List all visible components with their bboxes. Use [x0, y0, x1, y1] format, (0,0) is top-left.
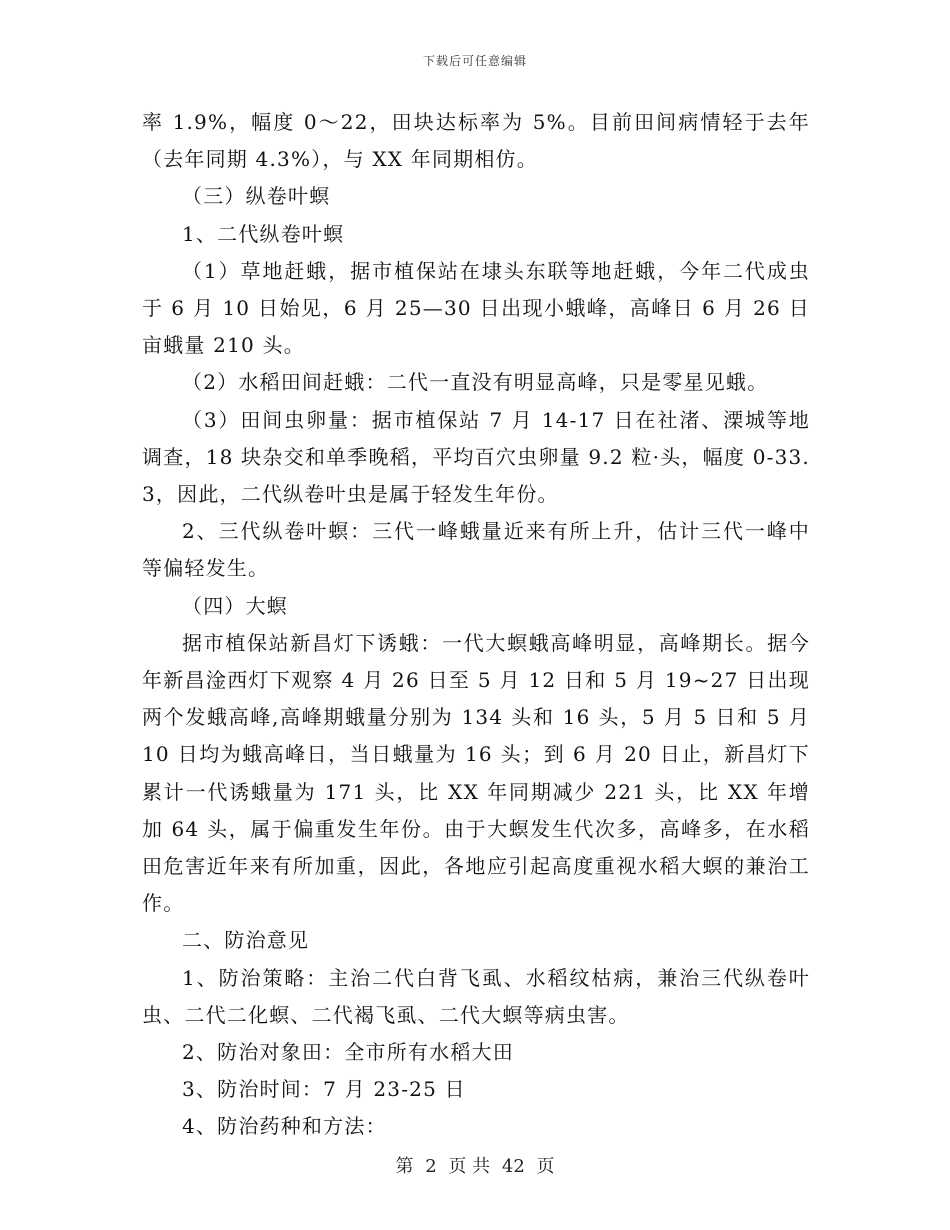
section-heading: 二、防治意见 [182, 928, 310, 953]
footer-prefix: 第 [395, 1156, 414, 1177]
document-body [142, 104, 810, 1146]
footer-middle: 页 共 [448, 1156, 491, 1177]
section-heading: （三）纵卷叶螟 [182, 184, 331, 209]
paragraph: 2、防治对象田：全市所有水稻大田 [182, 1040, 514, 1065]
page-footer [0, 1152, 950, 1178]
paragraph: 4、防治药种和方法： [182, 1114, 387, 1139]
paragraph: （2）水稻田间赶蛾：二代一直没有明显高峰，只是零星见蛾。 [182, 370, 769, 395]
page-header: 下载后可任意编辑 [422, 54, 527, 68]
paragraph: 据市植保站新昌灯下诱蛾：一代大螟蛾高峰明显，高峰期长。据今年新昌淦西灯下观察 4 月 26 日至 5 月 12 日和 5 月 19~27 日出现两个发蛾高峰,高峰期蛾量分别为 134 头和 16 头，5 月 5 日和 5 月 10 日均为蛾高峰日，当日蛾量为 16 头；到 6 月 20 日止，新昌灯下累计一代诱蛾量为 171 头，比 XX 年同期减少 221 头，比 XX 年增加 64 头，属于偏重发生年份。由于大螟发生代次多，高峰多，在水稻田危害近年来有所加重，因此，各地应引起高度重视水稻大螟的兼治工作。 [142, 630, 810, 916]
total-page-count: 42 [501, 1156, 525, 1177]
paragraph: 2、三代纵卷叶螟：三代一峰蛾量近来有所上升，估计三代一峰中等偏轻发生。 [142, 519, 810, 581]
footer-suffix: 页 [536, 1156, 555, 1177]
paragraph: 3、防治时间：7 月 23-25 日 [182, 1077, 466, 1102]
section-heading: （四）大螟 [182, 593, 288, 618]
paragraph: 率 1.9%，幅度 0～22，田块达标率为 5%。目前田间病情轻于去年（去年同期 4.3%），与 XX 年同期相仿。 [142, 110, 810, 172]
paragraph: 1、防治策略：主治二代白背飞虱、水稻纹枯病，兼治三代纵卷叶虫、二代二化螟、二代褐飞虱、二代大螟等病虫害。 [142, 965, 810, 1027]
paragraph: （1）草地赶蛾，据市植保站在埭头东联等地赶蛾，今年二代成虫于 6 月 10 日始见，6 月 25—30 日出现小蛾峰，高峰日 6 月 26 日亩蛾量 210 头。 [142, 258, 810, 358]
current-page-number: 2 [425, 1156, 437, 1177]
paragraph: （3）田间虫卵量：据市植保站 7 月 14-17 日在社渚、溧城等地调查，18 块杂交和单季晚稻，平均百穴虫卵量 9.2 粒·头，幅度 0-33.3，因此，二代纵卷叶虫是属于轻发生年份。 [142, 407, 810, 507]
subsection-heading: 1、二代纵卷叶螟 [182, 221, 345, 246]
